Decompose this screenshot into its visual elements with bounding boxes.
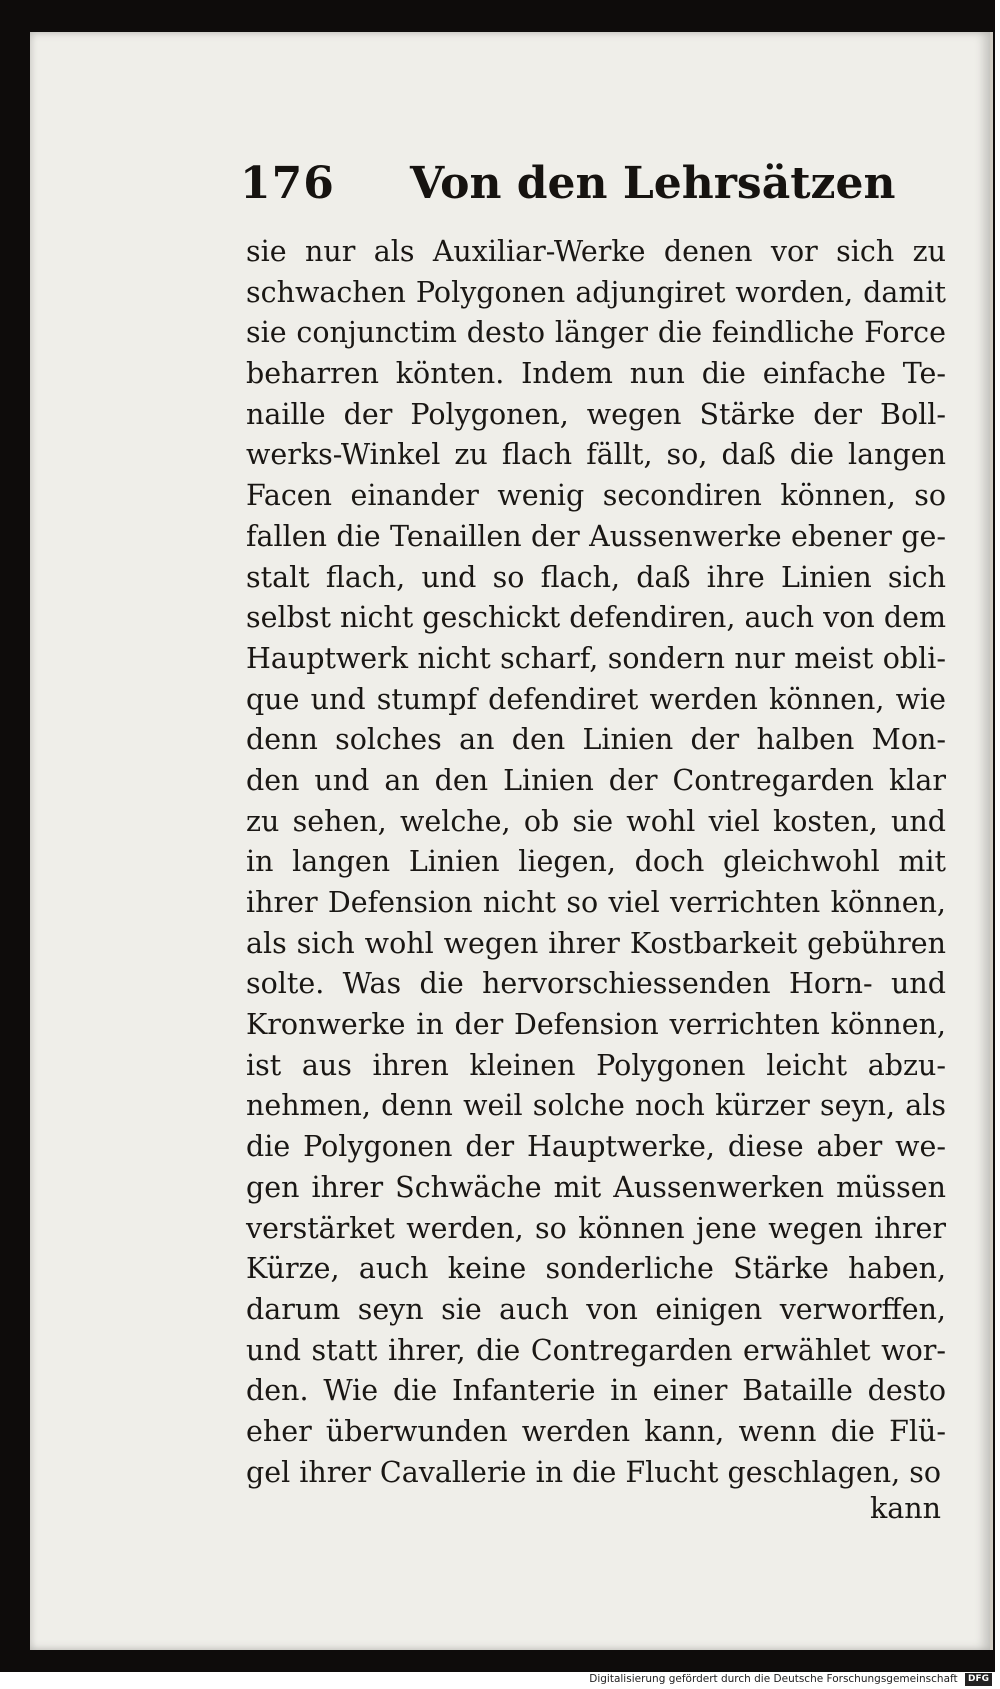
- catchword: kann: [870, 1492, 941, 1525]
- text-line: Facen einander wenig secondiren können, so: [246, 479, 946, 513]
- page-header: [240, 158, 960, 218]
- running-head: Von den Lehrsätzen: [410, 158, 896, 209]
- text-line: gen ihrer Schwäche mit Aussenwerken müssen: [246, 1170, 946, 1204]
- text-line: stalt flach, und so flach, daß ihre Linien sich: [246, 560, 946, 594]
- text-line: denn solches an den Linien der halben Mon-: [246, 723, 946, 757]
- text-line: Kürze, auch keine sonderliche Stärke haben,: [246, 1252, 946, 1286]
- text-line: selbst nicht geschickt defendiren, auch von dem: [246, 601, 946, 635]
- credit-text: Digitalisierung gefördert durch die Deutsche Forschungsgemeinschaft: [589, 1673, 958, 1685]
- page-number: 176: [240, 158, 335, 209]
- text-line: den. Wie die Infanterie in einer Bataille desto: [246, 1374, 946, 1408]
- text-line: werks-Winkel zu flach fällt, so, daß die langen: [246, 438, 946, 472]
- text-line: fallen die Tenaillen der Aussenwerke ebener ge-: [246, 519, 946, 553]
- text-line: beharren könten. Indem nun die einfache Te-: [246, 357, 946, 391]
- text-line: und statt ihrer, die Contregarden erwählet wor-: [246, 1333, 946, 1367]
- text-line: den und an den Linien der Contregarden klar: [246, 763, 946, 797]
- text-line: schwachen Polygonen adjungiret worden, damit: [246, 275, 946, 309]
- text-line: ihrer Defension nicht so viel verrichten können,: [246, 886, 946, 919]
- text-line: que und stumpf defendiret werden können, wie: [246, 682, 946, 716]
- text-line: sie conjunctim desto länger die feindliche Force: [246, 316, 946, 350]
- text-line: sie nur als Auxiliar-Werke denen vor sich zu: [246, 235, 946, 268]
- digitization-credit: [589, 1671, 992, 1687]
- text-line: gel ihrer Cavallerie in die Flucht geschlagen, so: [246, 1455, 941, 1489]
- text-line: darum seyn sie auch von einigen verworffen,: [246, 1292, 946, 1326]
- text-line: solte. Was die hervorschiessenden Horn- und: [246, 967, 946, 1001]
- text-line: verstärket werden, so können jene wegen ihrer: [246, 1211, 946, 1245]
- body-text: [246, 232, 946, 1493]
- text-line: die Polygonen der Hauptwerke, diese aber we-: [246, 1130, 946, 1164]
- text-line: Kronwerke in der Defension verrichten können,: [246, 1008, 946, 1042]
- dfg-logo: DFG: [965, 1673, 992, 1686]
- text-line: in langen Linien liegen, doch gleichwohl mit: [246, 845, 946, 879]
- text-line: eher überwunden werden kann, wenn die Flü-: [246, 1414, 946, 1448]
- text-line: als sich wohl wegen ihrer Kostbarkeit gebühren: [246, 926, 946, 960]
- text-line: naille der Polygonen, wegen Stärke der Boll-: [246, 397, 946, 431]
- text-line: nehmen, denn weil solche noch kürzer seyn, als: [246, 1089, 946, 1123]
- text-line: ist aus ihren kleinen Polygonen leicht abzu-: [246, 1048, 946, 1082]
- text-line: zu sehen, welche, ob sie wohl viel kosten, und: [246, 804, 946, 838]
- text-line: Hauptwerk nicht scharf, sondern nur meist obli-: [246, 641, 946, 675]
